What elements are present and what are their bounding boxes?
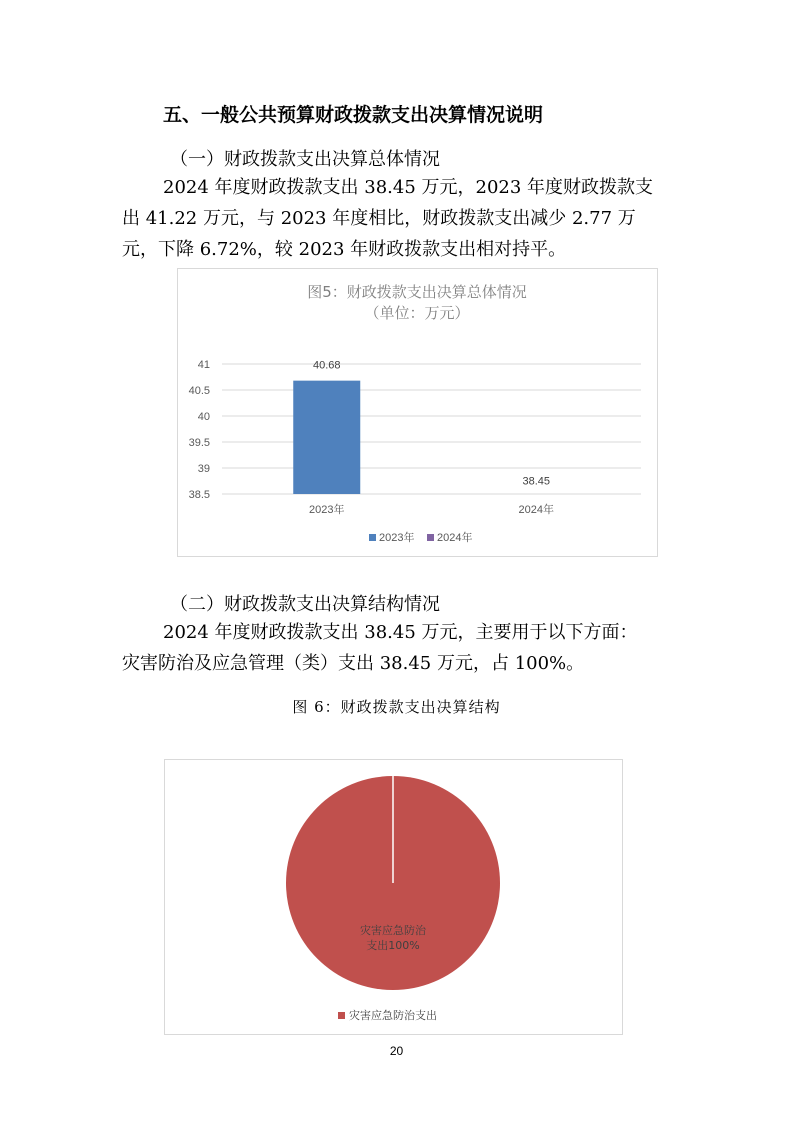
bar-1 (293, 381, 360, 494)
y-tick-label: 41 (197, 359, 210, 371)
y-tick-label: 40 (197, 411, 210, 423)
paragraph-2-line-1: 2024 年度财政拨款支出 38.45 万元，主要用于以下方面： (163, 622, 638, 643)
pie-slice-label-line-2: 支出100% (366, 939, 420, 952)
bar-data-label: 38.45 (522, 475, 551, 488)
y-tick-label: 40.5 (188, 385, 210, 397)
pie-chart (165, 760, 622, 1034)
x-tick-label: 2024年 (518, 504, 554, 516)
legend-swatch (369, 534, 376, 541)
legend-swatch (338, 1012, 345, 1019)
legend-label: 2024年 (437, 532, 473, 544)
page-number: 20 (389, 1044, 404, 1058)
legend-swatch (427, 534, 434, 541)
pie-chart-frame (164, 759, 623, 1035)
legend-label: 2023年 (379, 532, 415, 544)
pie-slice-label-line-1: 灾害应急防治 (360, 924, 426, 937)
subsection-title-1: （一）财政拨款支出决算总体情况 (170, 149, 440, 170)
bar-chart-frame (177, 268, 658, 557)
section-heading: 五、一般公共预算财政拨款支出决算情况说明 (163, 104, 544, 126)
legend-label: 灾害应急防治支出 (349, 1009, 437, 1022)
y-tick-label: 39 (197, 463, 210, 475)
paragraph-1-line-2: 出 41.22 万元，与 2023 年度相比，财政拨款支出减少 2.77 万 (122, 208, 636, 229)
y-tick-label: 39.5 (188, 437, 210, 449)
y-tick-label: 38.5 (188, 489, 210, 501)
subsection-title-2: （二）财政拨款支出决算结构情况 (170, 594, 440, 615)
x-tick-label: 2023年 (309, 504, 345, 516)
bar-chart-subtitle: （单位：万元） (364, 304, 470, 322)
paragraph-2-line-2: 灾害防治及应急管理（类）支出 38.45 万元，占 100%。 (122, 653, 585, 674)
bar-chart (178, 269, 657, 556)
bar-data-label: 40.68 (312, 359, 341, 372)
paragraph-1-line-3: 元，下降 6.72%，较 2023 年财政拨款支出相对持平。 (122, 239, 567, 260)
bar-chart-title: 图5：财政拨款支出决算总体情况 (307, 283, 527, 301)
figure-6-caption: 图 6：财政拨款支出决算结构 (292, 698, 501, 716)
paragraph-1-line-1: 2024 年度财政拨款支出 38.45 万元，2023 年度财政拨款支 (163, 177, 654, 198)
